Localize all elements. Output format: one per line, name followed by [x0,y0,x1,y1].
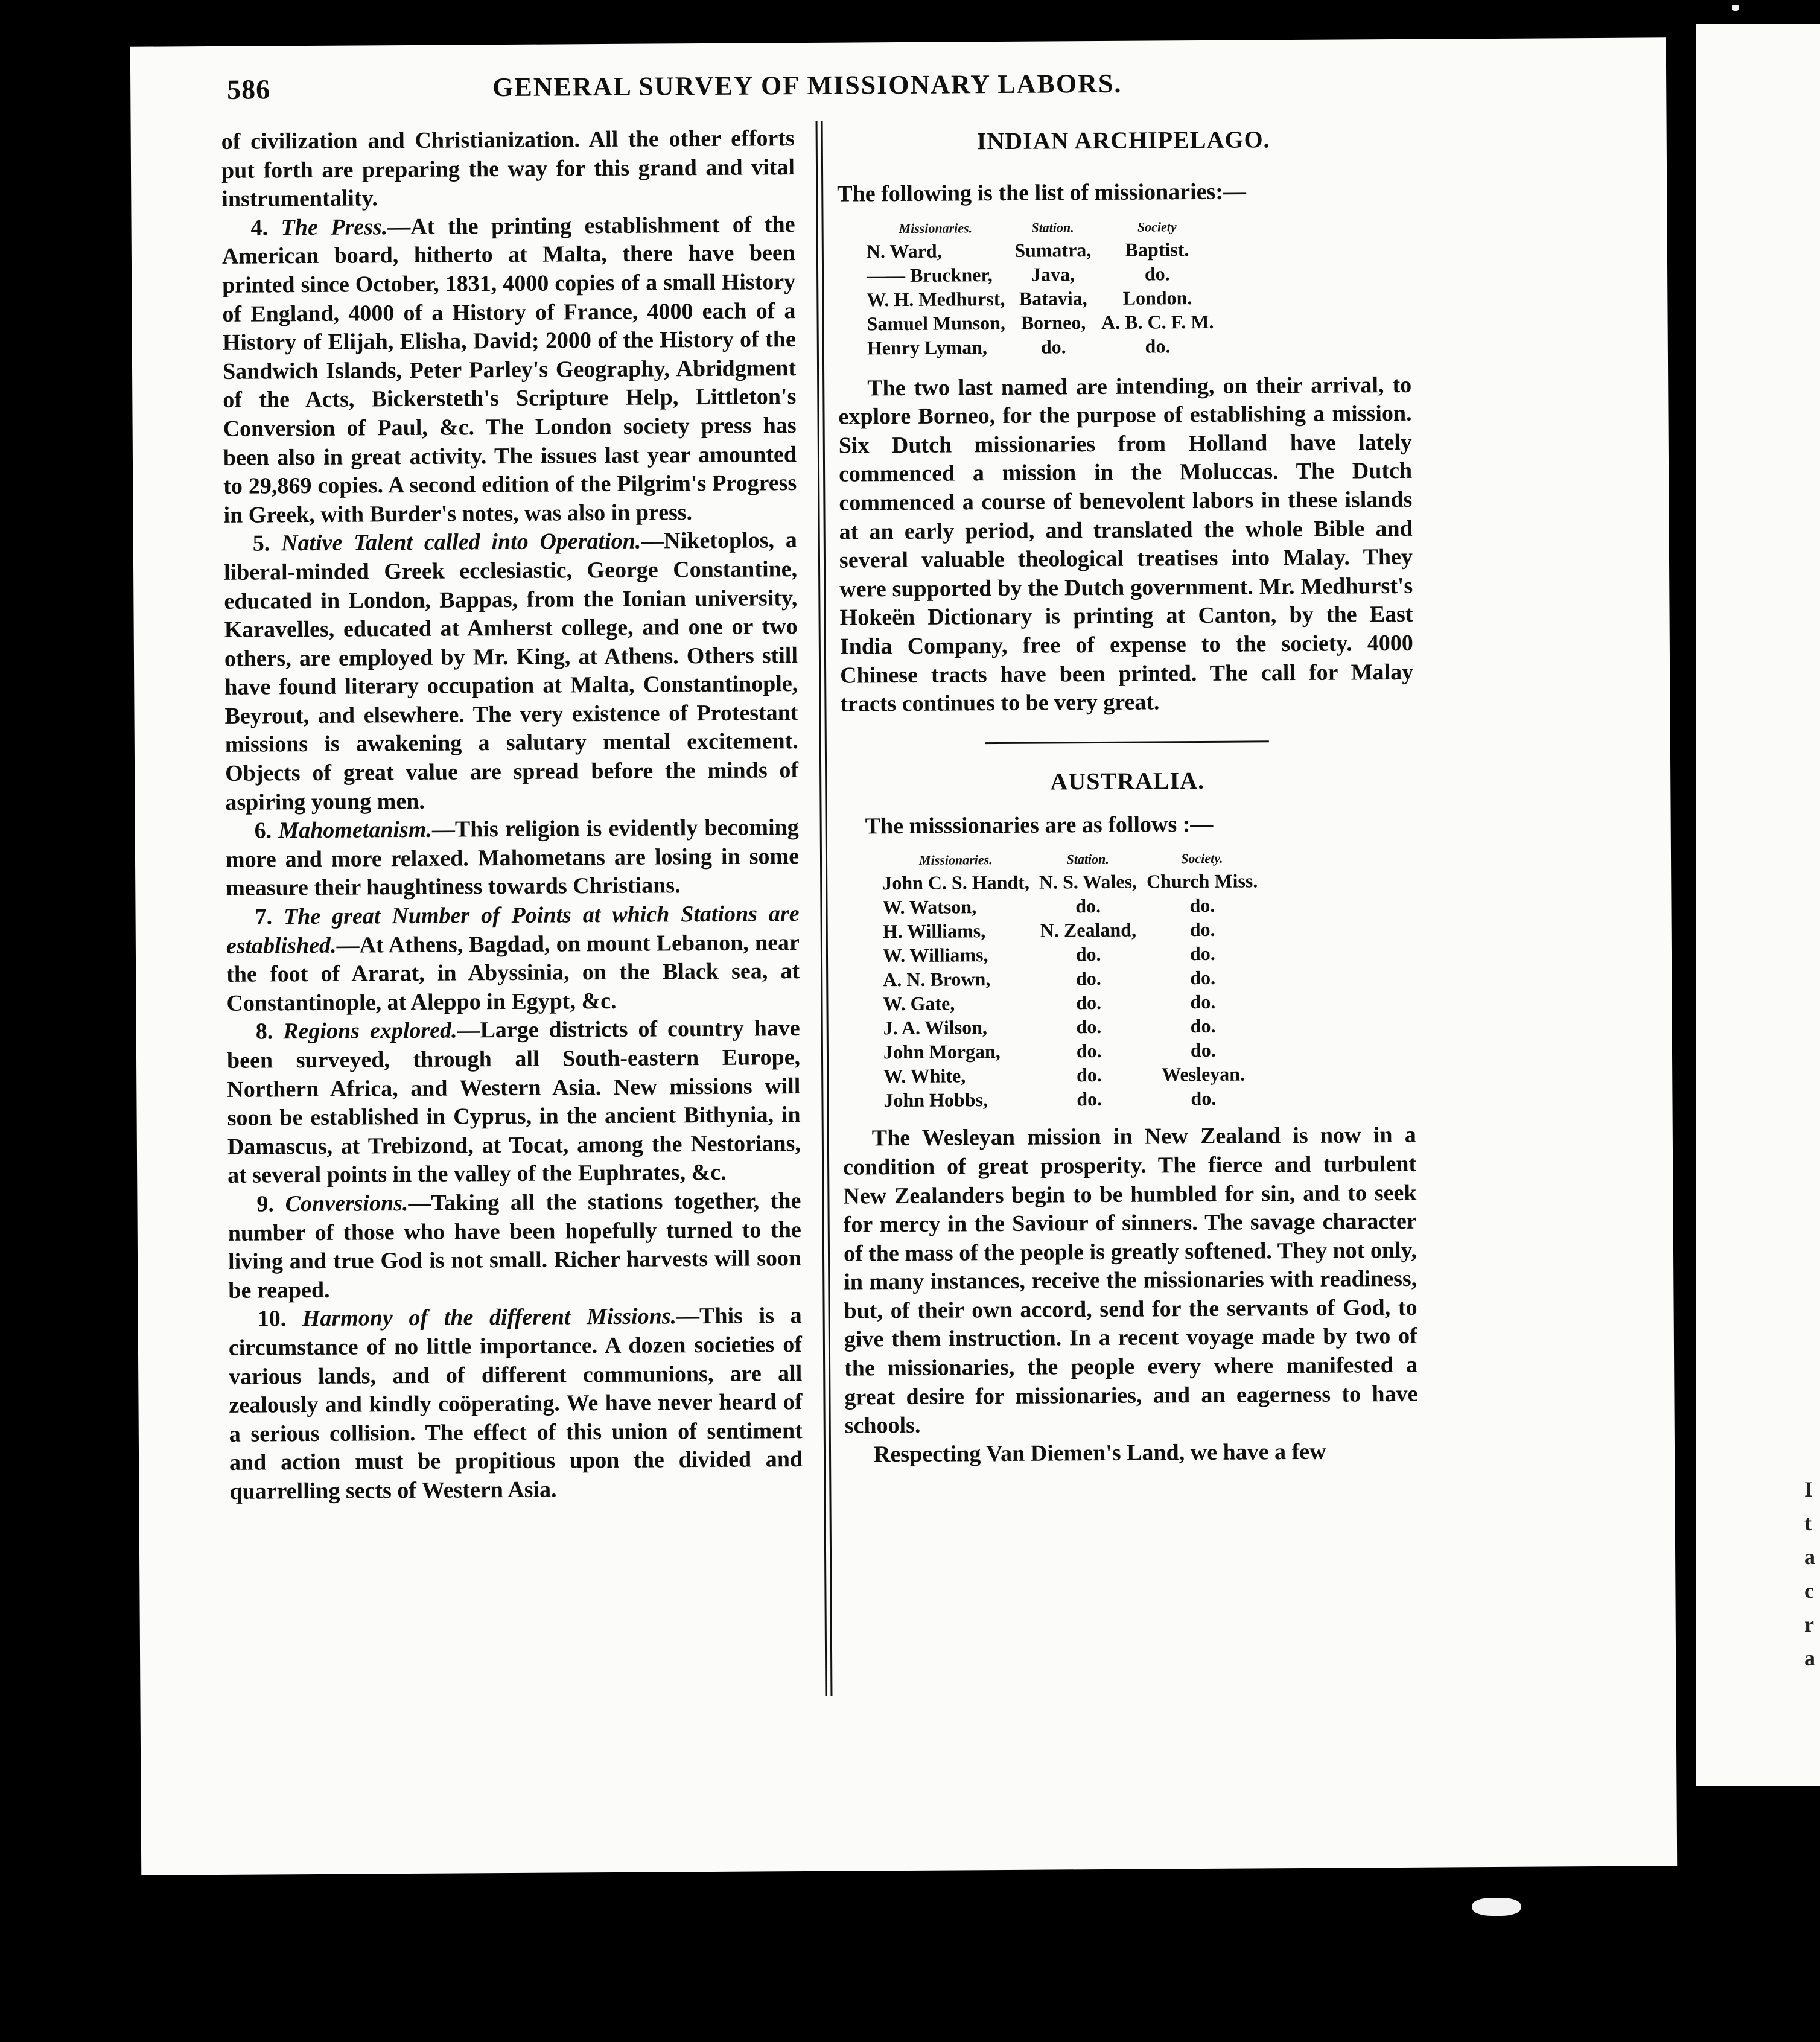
missionary-table-indian-archipelago [862,214,1219,360]
table-header-row [862,214,1218,239]
table-row: John Hobbs, do. do. [883,1087,1217,1112]
table-row: John C. S. Handt, N. S. Wales, Church Miss. [882,870,1258,894]
paragraph-continuation: of civilization and Christianization. All the other efforts put forth are preparing the way for this grand and vital instrumentality. [221,126,795,212]
paragraph-title: The great Number of Points at which Stations are established. [226,901,800,959]
paragraph-australia: The Wesleyan mission in New Zealand is now in a condition of great prosperity. The fierce and turbulent New Zealanders begin to be humbled for sin, and to seek for mercy in the Saviour of sinners. The savage character of the mass of the people is greatly softened. They not only, in many instances, receive the missionaries with readiness, but, of their own accord, send for the servants of God, to give them instruction. In a recent voyage made by two of the missionaries, the people every where manifested a great desire for missionaries, and an eagerness to have schools. [843,1122,1418,1439]
paragraph-mahometanism: 6. Mahometanism.—This religion is evidently becoming more and more relaxed. Mahometans are losing in some measure their haughtiness towards Christians. [225,815,800,902]
column-header: Society [1137,218,1177,235]
paragraph-regions: 8. Regions explored.—Large districts of country have been surveyed, through all South-eastern Europe, Northern Africa, and Western Asia. New missions will soon be established in Cyprus, in the ancient Bithynia, in Damascus, at Trebizond, at Tocat, among the Nestorians, at several points in the valley of the Euphrates, &c. [226,1016,801,1189]
paragraph-stations: 7. The great Number of Points at which Stations are established.—At Athens, Bagdad, on mount Lebanon, near the foot of Ararat, in Abyssinia, on the Black sea, at Constantinople, at Aleppo in Egypt, &c. [226,901,800,1016]
paragraph-title: Harmony of the different Missions. [302,1303,677,1332]
missionary-table-australia [877,846,1264,1113]
table-row: N. Ward, Sumatra, Baptist. [866,238,1189,262]
table-row: Samuel Munson, Borneo, A. B. C. F. M. [867,310,1214,334]
paragraph-title: Regions explored. [283,1017,457,1045]
table-row: W. Williams, do. do. [882,943,1215,967]
paragraph-harmony: 10. Harmony of the different Missions.—This is a circumstance of no little importance. A dozen societies of various lands, and of different communions, are all zealously and kindly coöperating. We have never heard of a serious collision. The effect of this union of sentiment and action must be propitious upon the divided and quarrelling sects of Western Asia. [228,1303,803,1504]
paragraph-title: Mahometanism. [278,817,433,844]
column-header: Society. [1181,851,1223,867]
left-column [221,124,803,1506]
table-header-row [877,846,1262,871]
section-title-indian-archipelago: INDIAN ARCHIPELAGO. [976,126,1270,155]
table-row: H. Williams, N. Zealand, do. [882,918,1215,943]
paragraph-van-diemen: Respecting Van Diemen's Land, we have a few [873,1439,1326,1468]
paper-speck [1732,5,1739,11]
paragraph-native-talent: 5. Native Talent called into Operation.—Niketoplos, a liberal-minded Greek ecclesiastic, George Constantine, educated in London, Bappas, from the Ionian university, Karavelles, educated at Amherst college, and one or two others, are employed by Mr. King, at Athens. Others still have found literary occupation at Malta, Constantinople, Beyrout, and elsewhere. The very existence of Protestant missions is awakening a salutary mental excitement. Objects of great value are spread before the minds of aspiring young men. [223,527,799,815]
next-page-edge-letters: I t a c r a [1804,1477,1815,1670]
paragraph-title: Native Talent called into Operation. [281,528,641,556]
table-row: W. Gate, do. do. [883,991,1216,1015]
paragraph-title: Conversions. [285,1190,409,1217]
page-header [227,67,1253,127]
section-title-australia: AUSTRALIA. [1050,766,1205,795]
running-head: GENERAL SURVEY OF MISSIONARY LABORS. [492,68,1122,103]
page-number: 586 [227,74,271,105]
table-row: John Morgan, do. do. [883,1039,1216,1063]
column-header: Missionaries. [899,220,973,236]
paragraph-indian-archipelago: The two last named are intending, on their arrival, to explore Borneo, for the purpose of establishing a mission. Six Dutch missionaries from Holland have lately commenced a mission in the Moluccas. The Dutch commenced a course of benevolent labors in these islands at an early period, and translated the whole Bible and several valuable theological treatises into Malay. They were supported by the Dutch government. Mr. Medhurst's Hokeën Dictionary is printing at Canton, by the East India Company, free of expense to the society. 4000 Chinese tracts have been printed. The call for Malay tracts continues to be very great. [838,372,1414,717]
book-page [130,37,1677,1875]
section-intro: The misssionaries are as follows :— [865,811,1214,839]
next-page-edge [1696,24,1820,1786]
column-header: Missionaries. [918,852,993,868]
section-divider-rule [985,740,1269,744]
right-column [837,118,1419,1469]
column-divider [816,121,833,1696]
table-row: —— Bruckner, Java, do. [866,262,1170,286]
table-row: W. H. Medhurst, Batavia, London. [867,286,1192,310]
paragraph-conversions: 9. Conversions.—Taking all the stations together, the number of those who have been hopefully turned to the living and true God is not small. Richer harvests will soon be reaped. [228,1188,802,1303]
section-intro: The following is the list of missionaries:— [837,179,1247,207]
paper-speck [1472,1898,1521,1916]
table-row: W. Watson, do. do. [882,894,1215,918]
paragraph-title: The Press. [281,214,388,241]
table-row: Henry Lyman, do. do. [867,334,1171,358]
column-header: Station. [1066,851,1109,867]
table-row: A. N. Brown, do. do. [883,967,1216,991]
table-row: J. A. Wilson, do. do. [883,1015,1216,1039]
table-row: W. White, do. Wesleyan. [883,1063,1246,1087]
paragraph-press: 4. The Press.—At the printing establishment of the American board, hitherto at Malta, there have been printed since October, 1831, 4000 copies of a small History of England, 4000 of a History of France, 4000 each of a History of Elijah, Elisha, David; 2000 of the History of the Sandwich Islands, Peter Parley's Geography, Abridgment of the Acts, Bickersteth's Scripture Help, Littleton's Conversion of Paul, &c. The London society press has been also in great activity. The issues last year amounted to 29,869 copies. A second edition of the Pilgrim's Progress in Greek, with Burder's notes, was also in press. [221,211,797,528]
column-header: Station. [1031,219,1074,235]
